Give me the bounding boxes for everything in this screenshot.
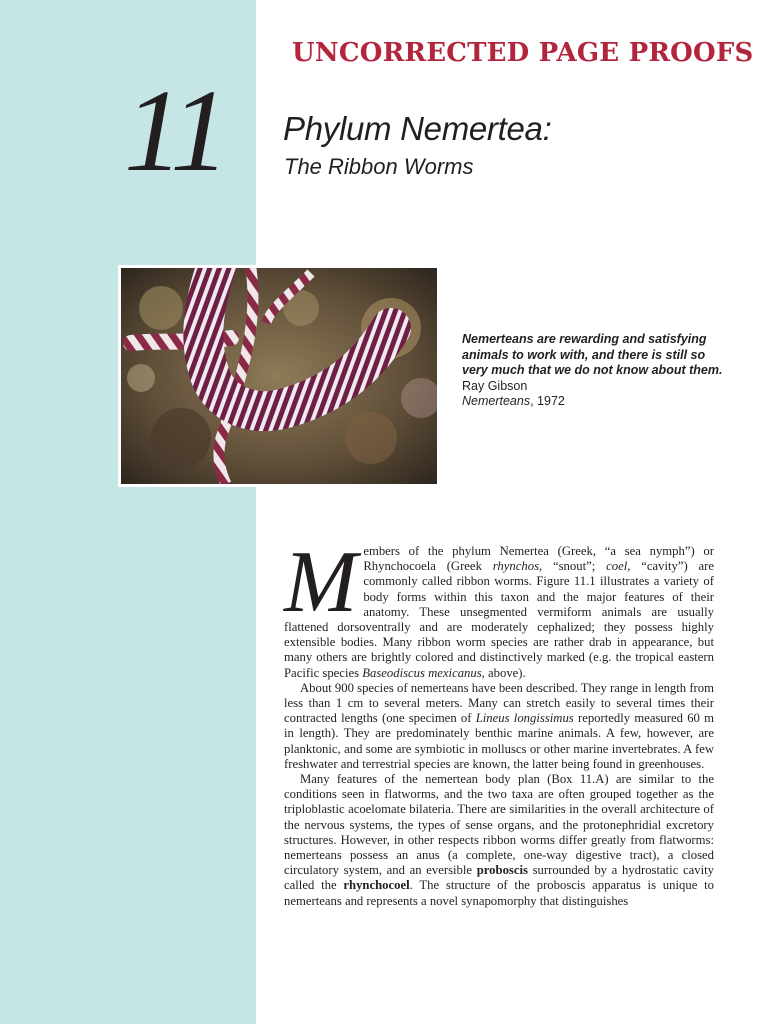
text-run: surrounded by a hydrostatic cavity called the (284, 863, 714, 893)
text-run: About 900 species of nemerteans have been described. They range in length from less than 1 cm to several meters. Many can stretch easily to several times their contracted lengths (one specimen of (284, 680, 714, 726)
proofs-watermark: UNCORRECTED PAGE PROOFS (292, 38, 754, 68)
drop-cap: M (284, 534, 358, 631)
text-run: embers of the phylum Nemertea (Greek, “a sea nymph”) or Rhynchocoela (Greek (363, 544, 714, 574)
text-run: reportedly measured 60 m in length). They are predominately benthic marine animals. A few, however, are planktonic, and some are symbiotic in molluscs or other marine invertebrates. A few freshwater and terrestrial species are known, the latter being found in greenhouses. (284, 711, 715, 771)
paragraph-1 (284, 534, 714, 681)
chapter-subtitle: The Ribbon Worms (284, 154, 474, 179)
text-run: . The structure of the proboscis apparatus is unique to nemerteans and represents a novel synapomorphy that distinguishes (284, 878, 714, 908)
ribbon-worm-photo (120, 267, 438, 485)
text-run-italic: Baseodiscus mexicanus (362, 665, 482, 680)
text-run: Many features of the nemertean body plan (Box 11.A) are similar to the conditions seen in flatworms, and the two taxa are often grouped together as the triploblastic acoelomate bilateria. There are similarities in the overall architecture of the nervous systems, the types of sense organs, and the protonephridial excretory structures. However, in other respects ribbon worms differ greatly from flatworms: nemerteans possess an anus (a complete, one-way digestive tract), a closed circulatory system, and an eversible (284, 772, 714, 878)
epigraph-author: Ray Gibson (462, 378, 528, 393)
text-run: , above). (481, 665, 526, 680)
paragraph-3 (284, 772, 714, 909)
chapter-number: 11 (124, 65, 226, 196)
term-proboscis: proboscis (476, 863, 528, 878)
epigraph-source (462, 394, 732, 410)
epigraph-source-year: , 1972 (530, 394, 565, 408)
epigraph-quote: Nemerteans are rewarding and satisfying animals to work with, and there is still so very much that we do not know about them. (462, 332, 723, 377)
chapter-title: Phylum Nemertea: (283, 110, 552, 147)
epigraph (462, 332, 732, 410)
term-rhynchocoel: rhynchocoel (343, 878, 410, 893)
text-run: , “snout”; (539, 559, 607, 574)
text-run: , “cavity”) are commonly called ribbon worms. Figure 11.1 illustrates a variety of body forms within this taxon and the major features of their anatomy. These unsegmented vermiform animals are usually flattened dorsoventrally and are moderately cephalized; they possess highly extensible bodies. Many ribbon worm species are rather drab in appearance, but many others are brightly colored and distinctively marked (e.g. the tropical eastern Pacific species (284, 559, 714, 680)
chapter-body (284, 534, 715, 909)
epigraph-source-title: Nemerteans (462, 394, 531, 408)
text-run-italic: Lineus longissimus (475, 711, 574, 726)
text-run-italic: rhynchos (492, 559, 540, 574)
text-run-italic: coel (606, 559, 628, 574)
paragraph-2 (284, 681, 714, 772)
